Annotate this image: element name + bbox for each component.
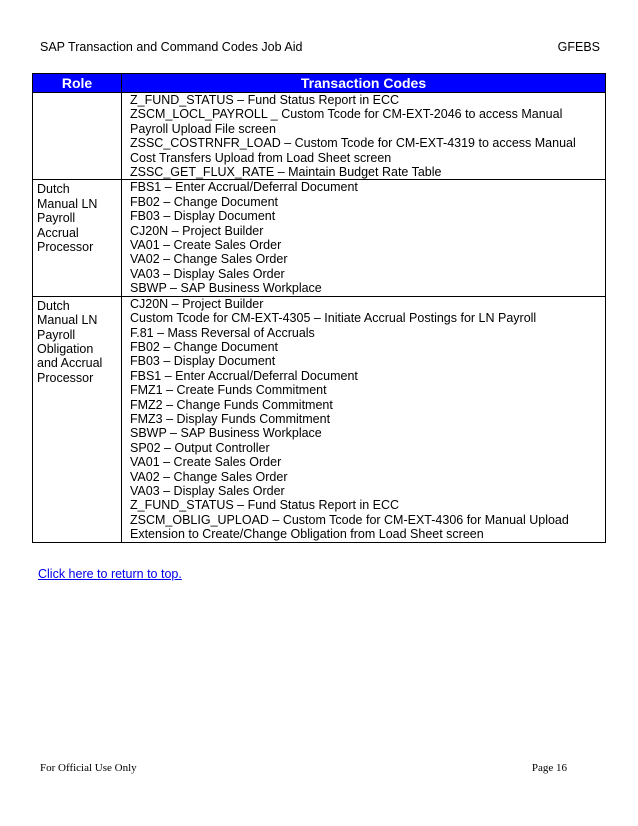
transaction-code-line: VA02 – Change Sales Order <box>130 469 288 484</box>
transaction-code-line: Custom Tcode for CM-EXT-4305 – Initiate Accrual Postings for LN Payroll <box>130 311 537 326</box>
role-line: Payroll <box>37 327 76 342</box>
transaction-code-line: FB03 – Display Document <box>130 354 276 369</box>
transaction-code-line: FBS1 – Enter Accrual/Deferral Document <box>130 180 358 195</box>
return-to-top-link[interactable]: Click here to return to top. <box>38 567 182 581</box>
transaction-code-line: Cost Transfers Upload from Load Sheet screen <box>130 150 392 165</box>
transaction-codes-table <box>32 73 606 543</box>
transaction-code-line: VA02 – Change Sales Order <box>130 252 288 267</box>
transaction-code-line: FMZ2 – Change Funds Commitment <box>130 397 333 412</box>
transaction-code-line: CJ20N – Project Builder <box>130 296 264 311</box>
page-header <box>40 40 600 60</box>
organization-label: GFEBS <box>557 40 600 54</box>
role-line: Payroll <box>37 211 76 226</box>
transaction-code-line: FB02 – Change Document <box>130 194 279 209</box>
transaction-code-line: ZSSC_GET_FLUX_RATE – Maintain Budget Rate Table <box>130 165 442 180</box>
role-line: Processor <box>37 240 94 255</box>
role-cell <box>33 296 122 542</box>
role-cell <box>33 93 122 180</box>
transaction-codes-cell <box>122 296 606 542</box>
transaction-code-line: VA03 – Display Sales Order <box>130 266 285 281</box>
transaction-code-line: FB03 – Display Document <box>130 209 276 224</box>
transaction-code-line: ZSCM_OBLIG_UPLOAD – Custom Tcode for CM-EXT-4306 for Manual Upload <box>130 512 569 527</box>
table-row <box>33 296 606 542</box>
role-line: Processor <box>37 370 94 385</box>
transaction-code-line: FB02 – Change Document <box>130 339 279 354</box>
transaction-code-line: Z_FUND_STATUS – Fund Status Report in ECC <box>130 93 400 107</box>
column-header-transaction-codes: Transaction Codes <box>122 74 606 93</box>
transaction-code-line: FBS1 – Enter Accrual/Deferral Document <box>130 368 358 383</box>
column-header-role: Role <box>33 74 122 93</box>
role-line: Dutch <box>37 182 70 197</box>
transaction-code-line: SP02 – Output Controller <box>130 440 270 455</box>
role-line: Manual LN <box>37 313 98 328</box>
classification-label: For Official Use Only <box>40 762 137 774</box>
page-number: Page 16 <box>531 762 567 774</box>
transaction-code-line: SBWP – SAP Business Workplace <box>130 281 322 296</box>
transaction-code-line: Payroll Upload File screen <box>130 121 276 136</box>
transaction-code-line: VA03 – Display Sales Order <box>130 483 285 498</box>
role-line: Obligation <box>37 341 94 356</box>
role-line: Manual LN <box>37 196 98 211</box>
table-row <box>33 180 606 296</box>
transaction-code-line: CJ20N – Project Builder <box>130 223 264 238</box>
transaction-code-line: Extension to Create/Change Obligation from Load Sheet screen <box>130 527 484 542</box>
transaction-code-line: ZSSC_COSTRNFR_LOAD – Custom Tcode for CM-EXT-4319 to access Manual <box>130 136 576 151</box>
transaction-code-line: VA01 – Create Sales Order <box>130 455 282 470</box>
role-cell <box>33 180 122 296</box>
transaction-code-line: FMZ1 – Create Funds Commitment <box>130 383 327 398</box>
table-header-row <box>33 74 606 93</box>
role-line: and Accrual <box>37 356 103 371</box>
transaction-codes-cell <box>122 180 606 296</box>
transaction-code-line: VA01 – Create Sales Order <box>130 238 282 253</box>
table-row <box>33 93 606 180</box>
transaction-code-line: Z_FUND_STATUS – Fund Status Report in ECC <box>130 498 400 513</box>
transaction-code-line: F.81 – Mass Reversal of Accruals <box>130 325 315 340</box>
role-line: Dutch <box>37 298 70 313</box>
table-body <box>33 93 606 543</box>
page-footer <box>40 762 567 778</box>
transaction-code-line: FMZ3 – Display Funds Commitment <box>130 411 331 426</box>
role-line: Accrual <box>37 225 79 240</box>
transaction-codes-cell <box>122 93 606 180</box>
transaction-code-line: ZSCM_LOCL_PAYROLL _ Custom Tcode for CM-EXT-2046 to access Manual <box>130 107 563 122</box>
document-title: SAP Transaction and Command Codes Job Aid <box>40 40 303 54</box>
transaction-code-line: SBWP – SAP Business Workplace <box>130 426 322 441</box>
